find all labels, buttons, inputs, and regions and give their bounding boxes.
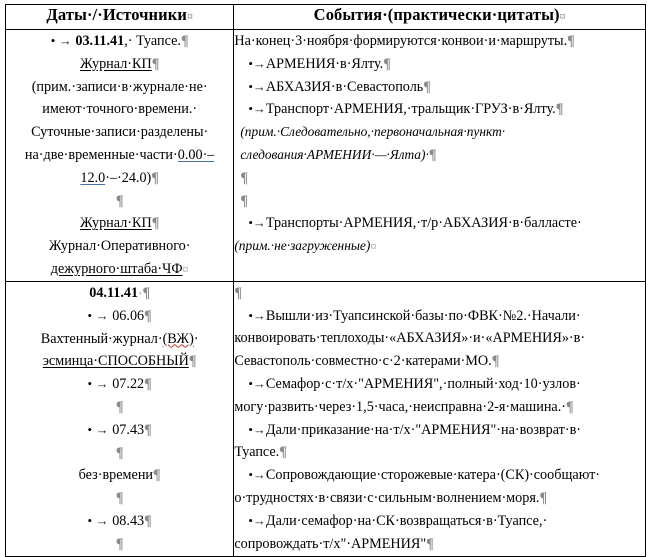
row1-time-range-mid: 12.0: [80, 169, 106, 186]
row1-dates-cell: [6, 30, 234, 282]
row1-bullet-last: [234, 212, 645, 235]
pilcrow-mark: ¶: [144, 376, 152, 393]
row2-time-value-2: 07.22: [112, 376, 145, 393]
row1-time-range-end: ·–·24.0): [105, 169, 152, 186]
row2-date-line: 04.11.41·¶: [89, 284, 151, 301]
row1-bullet-1: [234, 53, 645, 76]
row2-no-time-line: [6, 464, 233, 487]
row2-time-line-3: [6, 419, 233, 442]
row2-source-line-b: [6, 350, 233, 373]
row1-bullet-3: [234, 98, 645, 121]
bullet-icon: •: [248, 421, 253, 437]
pilcrow-mark: ¶: [428, 146, 437, 163]
pilcrow-mark: ¶: [423, 78, 431, 95]
tab-arrow-icon: →: [95, 307, 109, 323]
end-of-cell-mark: ¤: [182, 261, 189, 276]
pilcrow-mark: ¶: [144, 307, 152, 324]
row1-source3-text-b: дежурного·штаба·ЧФ: [50, 260, 183, 277]
table-row: [6, 281, 646, 556]
row1-empty-paragraph-1: [234, 167, 645, 190]
tab-arrow-icon: →: [252, 215, 266, 231]
tab-arrow-icon: →: [95, 513, 109, 529]
row2-entry-4-line-1: [234, 464, 645, 487]
pilcrow-mark: ¶: [115, 192, 124, 209]
row2-source-text-b: эсминца·СПОСОБНЫЙ: [42, 353, 189, 370]
header-cell-events: [234, 5, 646, 30]
pilcrow-mark: ¶: [234, 284, 243, 301]
row2-empty-paragraph-2: [6, 442, 233, 465]
row1-bullet-2: [234, 76, 645, 99]
row2-entry-1-line-1: [234, 305, 645, 328]
pilcrow-mark: ¶: [151, 55, 160, 72]
bullet-icon: •: [248, 467, 253, 483]
row2-source-line-a: Вахтенный·журнал·(ВЖ)·: [40, 330, 199, 347]
row2-entry-1-line-3: [234, 350, 645, 373]
row1-bullet-text-3: Транспорт·АРМЕНИЯ,·тральщик·ГРУЗ·в·Ялту.: [265, 101, 556, 118]
row2-entry-2-text-2: могу·развить·через·1,5·часа,·неисправна·2-я·машина.·: [234, 398, 566, 415]
row2-events-cell: [234, 281, 646, 556]
row1-note-text-b: следования·АРМЕНИИ·—·Ялта)·: [240, 146, 429, 162]
row2-source-abbrev: (ВЖ): [162, 330, 194, 347]
row1-date-line: • → 03.11.41,· Туапсе.¶: [50, 33, 189, 49]
row1-note-line-4: [6, 144, 233, 167]
row1-events-cell: [234, 30, 646, 282]
row2-empty-paragraph-1: [6, 396, 233, 419]
row1-note-text-a: (прим.·Следовательно,·первоначальная·пункт·: [240, 124, 506, 140]
row2-dates-cell: [6, 281, 234, 556]
tab-arrow-icon: →: [95, 376, 109, 392]
bullet-icon: •: [248, 307, 253, 323]
pilcrow-mark: ¶: [115, 535, 124, 552]
row2-time-line-4: [6, 510, 233, 533]
row2-entry-3-text-2: Туапсе.: [234, 444, 280, 461]
bullet-icon: •: [248, 78, 253, 94]
row2-empty-paragraph-top: [234, 282, 645, 305]
row1-note-line-2: [6, 98, 233, 121]
tab-arrow-icon: →: [252, 78, 266, 94]
pilcrow-mark: ¶: [151, 215, 160, 232]
bullet-icon: •: [248, 215, 253, 231]
row1-bullet-text-2: АБХАЗИЯ·в·Севастополь: [265, 78, 424, 95]
row2-entry-1-text-2: конвоировать·теплоходы·«АБХАЗИЯ»·и·«АРМЕНИЯ»·в·: [234, 330, 586, 347]
pilcrow-mark: ¶: [279, 444, 287, 461]
row2-date-value: 04.11.41: [89, 284, 139, 301]
bullet-icon: •: [87, 376, 93, 392]
row2-entry-5-line-1: [234, 510, 645, 533]
row1-note-last-text: (прим.·не·загруженные): [234, 238, 371, 254]
row1-time-range-start: 0.00·–: [177, 146, 215, 163]
row2-entry-5-text-2: сопровождать·т/х"·АРМЕНИЯ": [234, 535, 427, 552]
row1-bullet-text-1: АРМЕНИЯ·в·Ялту.: [265, 55, 384, 72]
header-label-events: События·(практически·цитаты): [313, 5, 560, 24]
row2-time-line-2: [6, 373, 233, 396]
row1-note-line-a: [234, 121, 645, 144]
row2-entry-5-line-2: [234, 533, 645, 556]
row1-bullet-last-text: Транспорты·АРМЕНИЯ,·т/р·АБХАЗИЯ·в·балласте·: [265, 215, 582, 232]
row1-note-text-4: на·две·временные·части·: [24, 146, 178, 163]
tab-arrow-icon: →: [252, 101, 266, 117]
bullet-icon: •: [50, 33, 56, 48]
tab-arrow-icon: →: [252, 467, 266, 483]
bullet-icon: •: [248, 375, 253, 391]
row2-entry-1-text-1: Вышли·из·Туапсинской·базы·по·ФВК·№2.·Начали·: [265, 307, 581, 324]
table-row: [6, 30, 646, 282]
pilcrow-mark: ¶: [566, 398, 574, 415]
tab-arrow-icon: →: [252, 55, 266, 71]
row1-intro-line: [234, 30, 645, 53]
row1-source3-text-a: Журнал·Оперативного·: [48, 238, 191, 255]
row2-entry-3-line-2: [234, 441, 645, 464]
tab-arrow-icon: →: [252, 307, 266, 323]
row2-entry-2-text-1: Семафор·с·т/х·"АРМЕНИЯ",·полный·ход·10·узлов·: [265, 375, 581, 392]
row2-entry-2-line-1: [234, 373, 645, 396]
row2-time-line-1: [6, 305, 233, 328]
row2-time-value-1: 06.06: [112, 307, 145, 324]
pilcrow-mark: ¶: [188, 353, 197, 370]
row1-empty-paragraph: [6, 190, 233, 213]
row2-time-value-4: 08.43: [112, 513, 145, 530]
row2-empty-paragraph-3: [6, 487, 233, 510]
bullet-icon: •: [87, 513, 93, 529]
pilcrow-mark: ¶: [240, 192, 249, 209]
row1-intro-text: На·конец·3·ноября·формируются·конвои·и·маршруты.: [234, 33, 568, 49]
tab-arrow-icon: →: [252, 512, 266, 528]
pilcrow-mark: ¶: [567, 33, 575, 49]
row1-note-text-3: Суточные·записи·разделены·: [31, 124, 209, 141]
pilcrow-mark: ¶: [115, 399, 124, 416]
table-header-row: [6, 5, 646, 30]
row2-time-value-3: 07.43: [112, 421, 145, 438]
pilcrow-mark: ¶: [383, 55, 391, 72]
tab-arrow-icon: →: [252, 421, 266, 437]
row2-entry-3-text-1: Дали·приказание·на·т/х·"АРМЕНИЯ"·на·возврат·в·: [265, 421, 582, 438]
row1-empty-paragraph-2: [234, 190, 645, 213]
pilcrow-mark: ¶: [151, 169, 159, 186]
row2-entry-3-line-1: [234, 419, 645, 442]
row1-note-text-1: (прим.·записи·в·журнале·не·: [31, 78, 208, 95]
pilcrow-mark: ¶: [144, 421, 152, 438]
pilcrow-mark: ¶: [539, 489, 548, 506]
pilcrow-mark: ¶: [144, 513, 152, 530]
row1-source3-line-a: [6, 235, 233, 258]
row1-note-line-3: [6, 121, 233, 144]
row1-source2-line: [6, 212, 233, 235]
row2-entry-1-line-2: [234, 327, 645, 350]
row2-entry-4-line-2: [234, 487, 645, 510]
row1-note-text-2: имеют·точного·времени.·: [42, 101, 198, 118]
row1-date-value: 03.11.41: [75, 33, 125, 49]
pilcrow-mark: ¶: [555, 101, 564, 118]
pilcrow-mark: ¶: [153, 467, 161, 484]
row2-entry-4-text-1: Сопровождающие·сторожевые·катера·(СК)·сообщают·: [265, 467, 601, 484]
bullet-icon: •: [87, 421, 93, 437]
events-table: [5, 4, 646, 557]
bullet-icon: •: [248, 512, 253, 528]
tab-arrow-icon: →: [252, 375, 266, 391]
end-of-cell-mark: ¤: [559, 9, 566, 23]
row2-empty-paragraph-4: [6, 533, 233, 556]
header-cell-dates: [6, 5, 234, 30]
row1-source1-value: Журнал·КП: [79, 55, 152, 72]
tab-arrow-icon: →: [95, 421, 109, 437]
row1-source2-value: Журнал·КП: [79, 215, 152, 232]
row2-no-time-value: без·времени: [78, 467, 154, 484]
row1-place-value: Туапсе.: [136, 33, 181, 49]
row2-entry-4-text-2: о·трудностях·в·связи·с·сильным·волнением·моря.: [234, 489, 540, 506]
row1-note-line-1: [6, 76, 233, 99]
pilcrow-mark: ¶: [240, 169, 249, 186]
row2-entry-2-line-2: [234, 396, 645, 419]
bullet-icon: •: [87, 307, 93, 323]
bullet-icon: •: [248, 55, 253, 71]
pilcrow-mark: ¶: [115, 490, 124, 507]
pilcrow-mark: ¶: [180, 33, 189, 49]
pilcrow-mark: ¶: [115, 444, 124, 461]
row1-source1-line: [6, 53, 233, 76]
tab-arrow-icon: →: [58, 33, 72, 48]
header-label-dates: Даты·/·Источники: [46, 5, 187, 24]
bullet-icon: •: [248, 101, 253, 117]
row2-entry-1-text-3: Севастополь·совместно·с·2·катерами·МО.: [234, 353, 492, 370]
pilcrow-mark: ¶: [491, 353, 500, 370]
end-of-cell-mark: ¤: [186, 9, 193, 23]
row1-note-line-b: [234, 144, 645, 167]
pilcrow-mark: ¶: [426, 535, 434, 552]
row1-source3-line-b: [6, 258, 233, 281]
row2-entry-5-text-1: Дали·семафор·на·СК·возвращаться·в·Туапсе,·: [265, 512, 548, 529]
row1-note-line-5: [6, 167, 233, 190]
row1-note-last-line: [234, 235, 645, 258]
pilcrow-mark: ¶: [142, 284, 151, 301]
row2-source-text-a: Вахтенный·журнал·: [40, 330, 163, 347]
end-of-cell-mark: ¤: [370, 239, 377, 254]
